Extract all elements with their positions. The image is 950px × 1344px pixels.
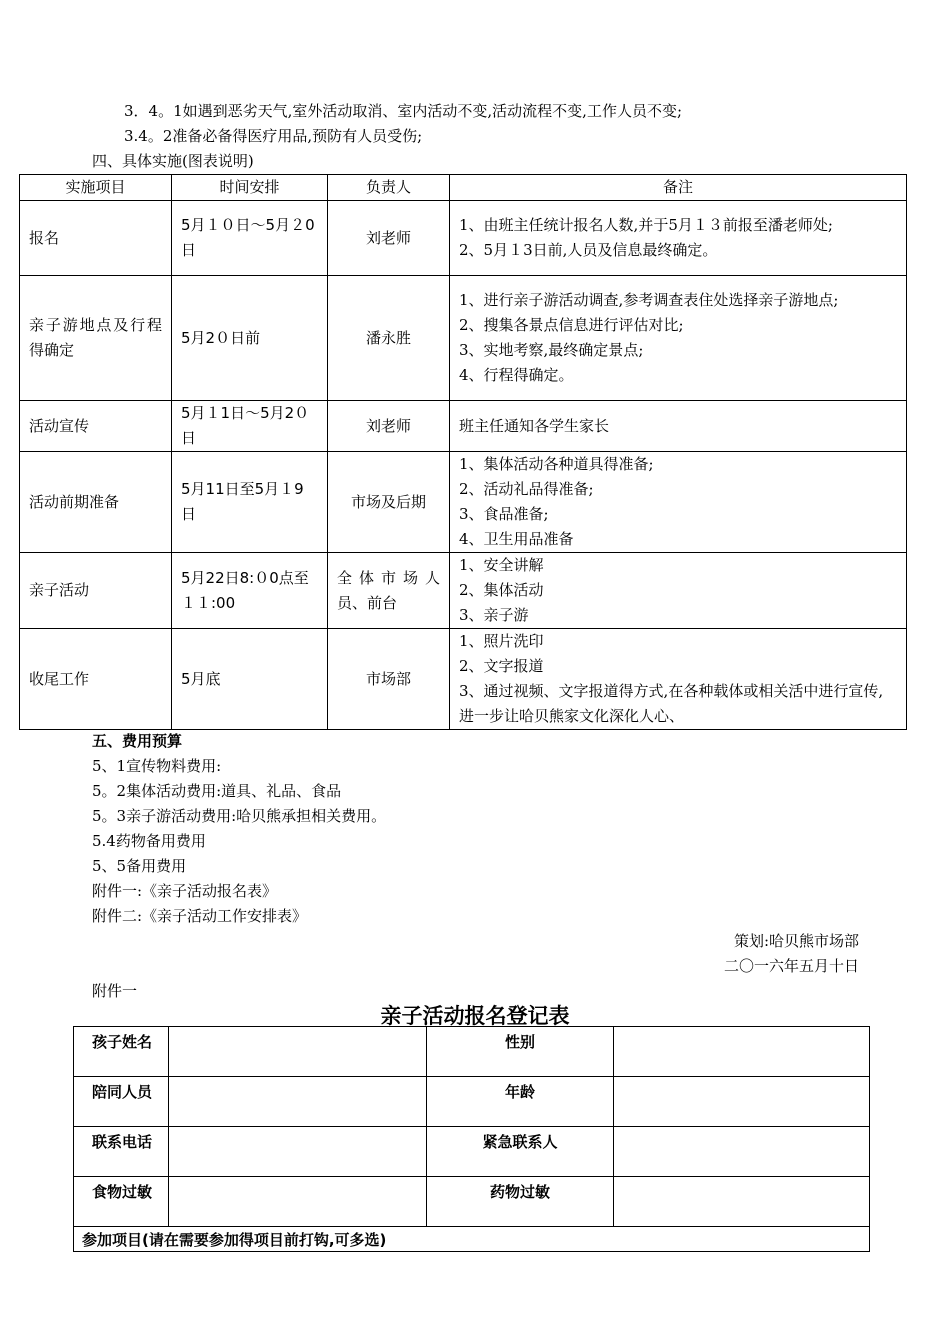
row-item: 活动前期准备	[20, 452, 172, 553]
row-owner: 刘老师	[328, 401, 450, 452]
row-time: 5月底	[172, 629, 328, 730]
registration-form	[73, 1026, 870, 1252]
section-4-heading: 四、具体实施(图表说明)	[92, 152, 254, 170]
drug-allergy-field[interactable]	[614, 1177, 870, 1227]
table-header-row	[20, 175, 907, 201]
appendix-label: 附件一	[92, 982, 138, 1000]
row-owner: 潘永胜	[328, 276, 450, 401]
row-time: 5月22日8:０0点至１１:00	[172, 553, 328, 629]
row-time: 5月１1日～5月2０日	[172, 401, 328, 452]
attachment-1: 附件一:《亲子活动报名表》	[92, 882, 278, 900]
note-line: 3、通过视频、文字报道得方式,在各种载体或相关活中进行宣传,进一步让哈贝熊家文化深化人心、	[459, 682, 884, 725]
label-drug-allergy: 药物过敏	[427, 1177, 614, 1227]
note-line: 4、卫生用品准备	[459, 530, 574, 548]
row-item: 亲子活动	[20, 553, 172, 629]
note-line: 3、食品准备;	[459, 505, 549, 523]
note-line: 班主任通知各学生家长	[459, 416, 610, 435]
budget-item: 5、1宣传物料费用:	[92, 757, 222, 775]
label-companion: 陪同人员	[74, 1077, 169, 1127]
table-row	[20, 401, 907, 452]
label-age: 年龄	[427, 1077, 614, 1127]
form-row	[74, 1077, 870, 1127]
table-row	[20, 553, 907, 629]
food-allergy-field[interactable]	[169, 1177, 427, 1227]
row-notes	[450, 276, 907, 401]
note-line: 1、安全讲解	[459, 556, 544, 574]
signature-date: 二〇一六年五月十日	[723, 957, 859, 975]
planner-signature: 策划:哈贝熊市场部	[733, 932, 859, 950]
table-row	[20, 276, 907, 401]
label-gender: 性别	[427, 1027, 614, 1077]
form-row	[74, 1027, 870, 1077]
label-phone: 联系电话	[74, 1127, 169, 1177]
budget-item: 5。3亲子游活动费用:哈贝熊承担相关费用。	[92, 807, 387, 825]
implementation-table	[19, 174, 907, 730]
row-notes	[450, 452, 907, 553]
row-time: 5月2０日前	[172, 276, 328, 401]
row-owner: 刘老师	[328, 201, 450, 276]
row-owner: 市场及后期	[328, 452, 450, 553]
header-notes: 备注	[450, 175, 907, 201]
emergency-contact-field[interactable]	[614, 1127, 870, 1177]
row-time: 5月１０日～5月２0日	[172, 201, 328, 276]
row-item: 收尾工作	[20, 629, 172, 730]
form-footer-row	[74, 1227, 870, 1252]
label-food-allergy: 食物过敏	[74, 1177, 169, 1227]
note-line: 1、集体活动各种道具得准备;	[459, 455, 654, 473]
note-line: 1、由班主任统计报名人数,并于5月１３前报至潘老师处;	[459, 216, 833, 234]
note-line: 3、实地考察,最终确定景点;	[459, 341, 644, 359]
clause-3-4-2: 3.4。2准备必备得医疗用品,预防有人员受伤;	[124, 127, 423, 145]
row-item: 亲子游地点及行程得确定	[20, 276, 172, 401]
note-line: 2、5月１3日前,人员及信息最终确定。	[459, 241, 718, 259]
note-line: 2、文字报道	[459, 657, 544, 675]
budget-item: 5。2集体活动费用:道具、礼品、食品	[92, 782, 342, 800]
note-line: 2、集体活动	[459, 581, 544, 599]
gender-field[interactable]	[614, 1027, 870, 1077]
companion-field[interactable]	[169, 1077, 427, 1127]
table-row	[20, 201, 907, 276]
participation-label: 参加项目(请在需要参加得项目前打钩,可多选)	[74, 1227, 870, 1252]
row-owner: 市场部	[328, 629, 450, 730]
row-time: 5月11日至5月１9日	[172, 452, 328, 553]
phone-field[interactable]	[169, 1127, 427, 1177]
row-owner: 全体市场人员、前台	[328, 553, 450, 629]
budget-item: 5、5备用费用	[92, 857, 187, 875]
budget-item: 5.4药物备用费用	[92, 832, 206, 850]
note-line: 2、活动礼品得准备;	[459, 480, 594, 498]
row-item: 报名	[20, 201, 172, 276]
note-line: 1、进行亲子游活动调查,参考调查表住处选择亲子游地点;	[459, 291, 839, 309]
note-line: 4、行程得确定。	[459, 366, 574, 384]
row-notes	[450, 629, 907, 730]
note-line: 2、搜集各景点信息进行评估对比;	[459, 316, 684, 334]
label-emergency-contact: 紧急联系人	[427, 1127, 614, 1177]
note-line: 1、照片洗印	[459, 632, 544, 650]
child-name-field[interactable]	[169, 1027, 427, 1077]
row-notes	[450, 401, 907, 452]
attachment-2: 附件二:《亲子活动工作安排表》	[92, 907, 308, 925]
row-notes	[450, 201, 907, 276]
header-item: 实施项目	[20, 175, 172, 201]
row-notes	[450, 553, 907, 629]
form-row	[74, 1177, 870, 1227]
age-field[interactable]	[614, 1077, 870, 1127]
table-row	[20, 629, 907, 730]
budget-heading: 五、费用预算	[92, 732, 183, 750]
table-row	[20, 452, 907, 553]
row-item: 活动宣传	[20, 401, 172, 452]
label-child-name: 孩子姓名	[74, 1027, 169, 1077]
form-title: 亲子活动报名登记表	[380, 1004, 570, 1028]
note-line: 3、亲子游	[459, 606, 529, 624]
header-time: 时间安排	[172, 175, 328, 201]
clause-3-4-1: 3．4。1如遇到恶劣天气,室外活动取消、室内活动不变,活动流程不变,工作人员不变;	[124, 102, 682, 120]
header-owner: 负责人	[328, 175, 450, 201]
form-row	[74, 1127, 870, 1177]
